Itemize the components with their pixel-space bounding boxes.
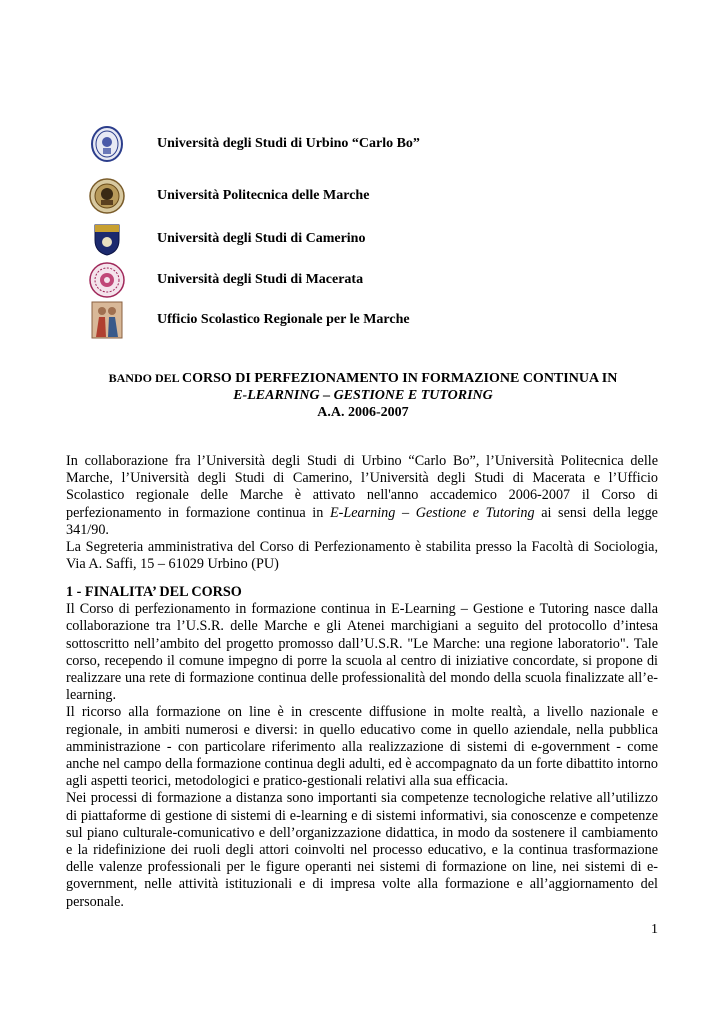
institution-name: Università degli Studi di Urbino “Carlo Bo”: [157, 136, 420, 151]
urbino-seal-icon: [88, 126, 126, 162]
course-name-italic: E-Learning – Gestione e Tutoring: [329, 504, 535, 521]
politecnica-seal-icon: [88, 178, 126, 214]
page-number: 1: [651, 922, 658, 937]
section-heading: 1 - FINALITA’ DEL CORSO: [66, 584, 242, 600]
usr-fresco-icon: [88, 302, 126, 338]
institution-row-urbino: [88, 126, 420, 162]
institution-row-usr: [88, 302, 410, 338]
bando-title: CORSO DI PERFEZIONAMENTO IN FORMAZIONE CONTINUA IN: [182, 371, 618, 386]
section-paragraph-2: Il ricorso alla formazione on line è in crescente diffusione in molte realtà, a livello nazionale e regionale, in ambiti numerosi e diversi: in quello educativo come in quello aziendale, nella pubblica amministrazione - con particolare riferimento alla realizzazione di sistemi di e-government - come anche nel campo della formazione continua degli adulti, ed è accompagnato da un forte dibattito intorno agli aspetti teorici, metodologici e pratico-gestionali relativi alla sua efficacia.: [66, 704, 658, 790]
intro-paragraph-2: La Segreteria amministrativa del Corso di Perfezionamento è stabilita presso la Facoltà di Sociologia, Via A. Saffi, 15 – 61029 Urbino (PU): [66, 539, 658, 573]
institution-name: Università degli Studi di Macerata: [157, 272, 364, 287]
bando-prefix: BANDO DEL: [108, 371, 182, 385]
section-paragraph-3: Nei processi di formazione a distanza sono importanti sia competenze tecnologiche relative all’utilizzo di piattaforme di gestione di sistemi di e-learning e di sistemi informativi, sia conoscenze e competenze sul piano culturale-comunicativo e dell’organizzazione didattica, in modo da sostenere il cambiamento e la ridefinizione dei ruoli degli attori coinvolti nel processo educativo, e la continua trasformazione delle valenze professionali per le figure operanti nei sistemi di formazione on line, nei sistemi di e-government, nelle attività istituzionali e di impresa volte alla formazione e all’aggiornamento del personale.: [66, 790, 658, 910]
institution-row-camerino: [88, 221, 366, 257]
bando-title-block: [66, 370, 660, 421]
bando-subtitle: E-LEARNING – GESTIONE E TUTORING: [233, 388, 493, 403]
camerino-crest-icon: [88, 221, 126, 257]
section-finalita: [66, 584, 658, 911]
intro-p1-before: In collaborazione fra l’Università degli Studi di Urbino “Carlo Bo”, l’Università Politecnica delle Marche, l’Università degli Studi di Camerino, l’Università degli Studi di Macerata e l’Ufficio Scolastico regionale delle Marche è attivato nell'anno accademico 2006-2007 il Corso di perfezionamento in formazione continua in: [66, 453, 658, 521]
institution-row-politecnica: [88, 178, 370, 214]
institution-row-macerata: [88, 262, 364, 298]
intro-paragraph-1: [66, 453, 658, 539]
bando-year: A.A. 2006-2007: [317, 405, 409, 420]
bando-title-line: [66, 370, 660, 387]
section-paragraph-1: Il Corso di perfezionamento in formazione continua in E-Learning – Gestione e Tutoring nasce dalla collaborazione tra l’U.S.R. delle Marche e gli Atenei marchigiani a seguito del protocollo d’intesa sottoscritto nell’ambito del progetto promosso dall’U.S.R. "Le Marche: una regione laboratorio". Tale corso, recependo il comune impegno di porre la scuola al centro di iniziative concordate, si propone di realizzare una rete di formazione continua delle professionalità del mondo della scuola finalizzate all’e-learning.: [66, 601, 658, 704]
intro-section: [66, 453, 658, 573]
institution-name: Università degli Studi di Camerino: [157, 231, 366, 246]
institution-name: Ufficio Scolastico Regionale per le Marche: [157, 312, 410, 327]
intro-p1-after: ai sensi della legge 341/90.: [66, 504, 658, 538]
institution-name: Università Politecnica delle Marche: [157, 188, 370, 203]
macerata-seal-icon: [88, 262, 126, 298]
